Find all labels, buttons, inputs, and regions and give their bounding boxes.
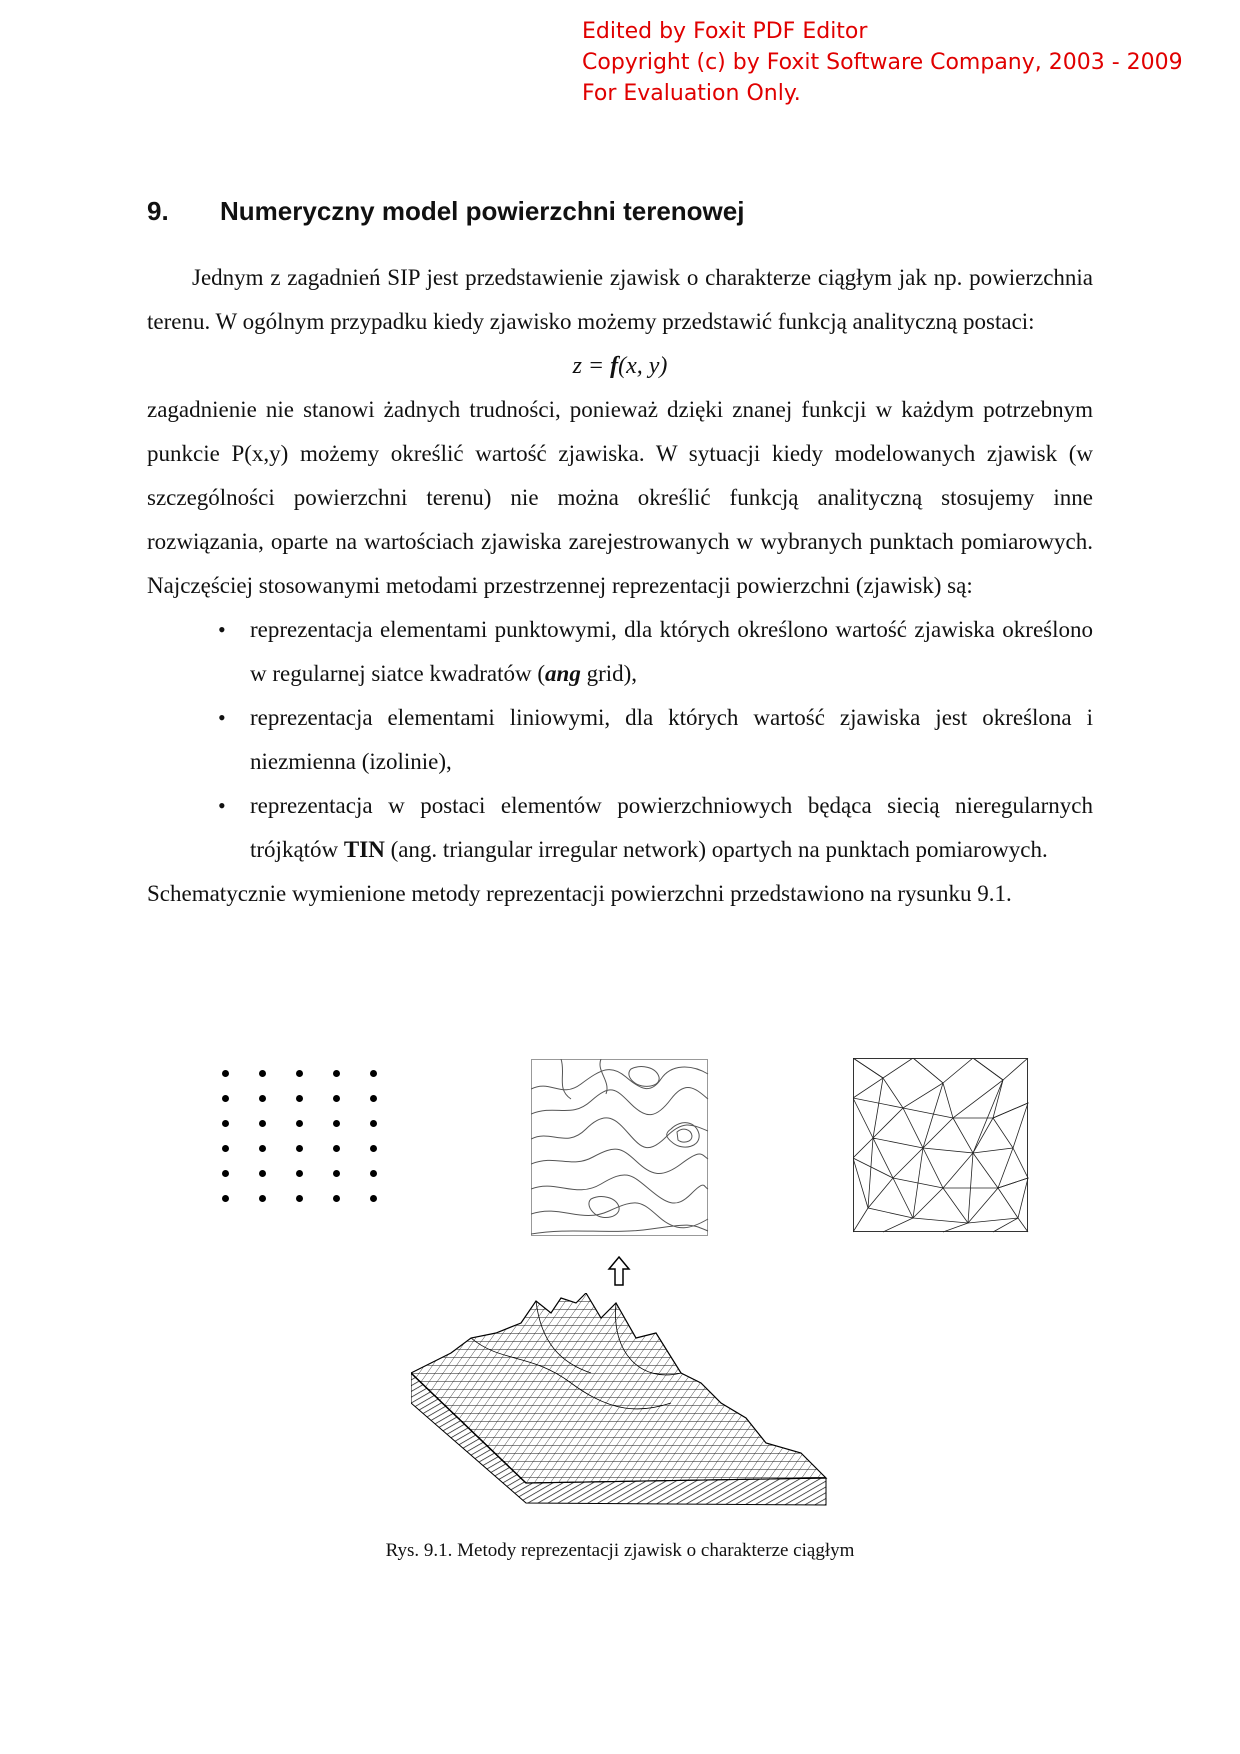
watermark-line-1: Edited by Foxit PDF Editor xyxy=(582,19,868,44)
grid-point xyxy=(259,1195,266,1202)
bullet3-tin: TIN xyxy=(343,837,385,862)
up-arrow-icon xyxy=(606,1255,632,1287)
grid-point xyxy=(259,1170,266,1177)
list-item xyxy=(250,784,1093,872)
grid-point xyxy=(222,1195,229,1202)
grid-point xyxy=(222,1120,229,1127)
grid-point xyxy=(370,1170,377,1177)
grid-point xyxy=(259,1070,266,1077)
grid-point xyxy=(296,1070,303,1077)
intro-paragraph: Jednym z zagadnień SIP jest przedstawienie zjawisk o charakterze ciągłym jak np. powierzchnia terenu. W ogólnym przypadku kiedy zjawisko możemy przedstawić funkcją analityczną postaci: xyxy=(147,265,1093,334)
grid-point xyxy=(222,1095,229,1102)
grid-point xyxy=(333,1120,340,1127)
grid-point xyxy=(222,1070,229,1077)
grid-point xyxy=(296,1170,303,1177)
para2-after: możemy określić wartość zjawiska. W sytuacji kiedy modelowanych zjawisk (w szczególności powierzchni terenu) nie można określić funkcją analityczną stosujemy inne rozwiązania, oparte na wartościach zjawiska zarejestrowanych w wybranych punktach pomiarowych. Najczęściej stosowanymi metodami przestrzennej reprezentacji powierzchni (zjawisk) są: xyxy=(147,441,1093,598)
bullet1-ang: ang xyxy=(545,661,581,686)
grid-point xyxy=(370,1095,377,1102)
bullet3-text: reprezentacja w postaci elementów powierzchniowych będąca siecią nieregularnych trójkątów xyxy=(250,793,1093,862)
bullet2-text: reprezentacja elementami liniowymi, dla których wartość zjawiska jest określona i niezmienna (izolinie), xyxy=(250,705,1093,774)
section-title: Numeryczny model powierzchni terenowej xyxy=(220,196,745,226)
grid-point xyxy=(296,1120,303,1127)
grid-point xyxy=(333,1170,340,1177)
grid-point xyxy=(259,1095,266,1102)
grid-point xyxy=(370,1070,377,1077)
grid-point xyxy=(370,1120,377,1127)
grid-point xyxy=(333,1095,340,1102)
bullet1-tail: grid), xyxy=(580,661,638,686)
list-item xyxy=(250,608,1093,696)
formula-function: f xyxy=(610,353,619,379)
grid-point xyxy=(222,1145,229,1152)
grid-point xyxy=(296,1145,303,1152)
point-notation: P(x,y) xyxy=(231,441,289,466)
watermark-line-3: For Evaluation Only. xyxy=(582,81,801,106)
bullet1-text: reprezentacja elementami punktowymi, dla których określono wartość zjawiska określono w regularnej siatce kwadratów ( xyxy=(250,617,1093,686)
grid-point xyxy=(333,1070,340,1077)
formula-args: (x, y) xyxy=(618,353,668,379)
figure-caption: Rys. 9.1. Metody reprezentacji zjawisk o charakterze ciągłym xyxy=(385,1540,855,1561)
closing-paragraph: Schematycznie wymienione metody reprezentacji powierzchni przedstawiono na rysunku 9.1. xyxy=(147,881,1012,906)
figure-3d-terrain-mesh xyxy=(411,1293,831,1517)
watermark-line-2: Copyright (c) by Foxit Software Company, 2003 - 2009 xyxy=(582,50,1183,75)
evaluation-watermark xyxy=(582,16,1183,109)
grid-point xyxy=(333,1195,340,1202)
grid-point xyxy=(296,1195,303,1202)
formula-lhs: z = xyxy=(572,353,611,379)
figure-contour-lines xyxy=(531,1059,709,1236)
figure-tin-network xyxy=(853,1058,1029,1233)
grid-point xyxy=(333,1145,340,1152)
formula xyxy=(147,344,1093,388)
section-heading xyxy=(147,196,744,227)
section-number: 9. xyxy=(147,196,169,226)
grid-point xyxy=(370,1195,377,1202)
methods-list xyxy=(147,608,1093,872)
para2-before: zagadnienie nie stanowi żadnych trudności, ponieważ dzięki znanej funkcji w każdym potrzebnym punkcie xyxy=(147,397,1093,466)
bullet3-tail: (ang. triangular irregular network) opartych na punktach pomiarowych. xyxy=(384,837,1048,862)
grid-point xyxy=(296,1095,303,1102)
body-text xyxy=(147,256,1093,916)
list-item xyxy=(250,696,1093,784)
grid-point xyxy=(259,1145,266,1152)
second-paragraph xyxy=(147,388,1093,608)
grid-point xyxy=(259,1120,266,1127)
grid-point xyxy=(370,1145,377,1152)
grid-point xyxy=(222,1170,229,1177)
